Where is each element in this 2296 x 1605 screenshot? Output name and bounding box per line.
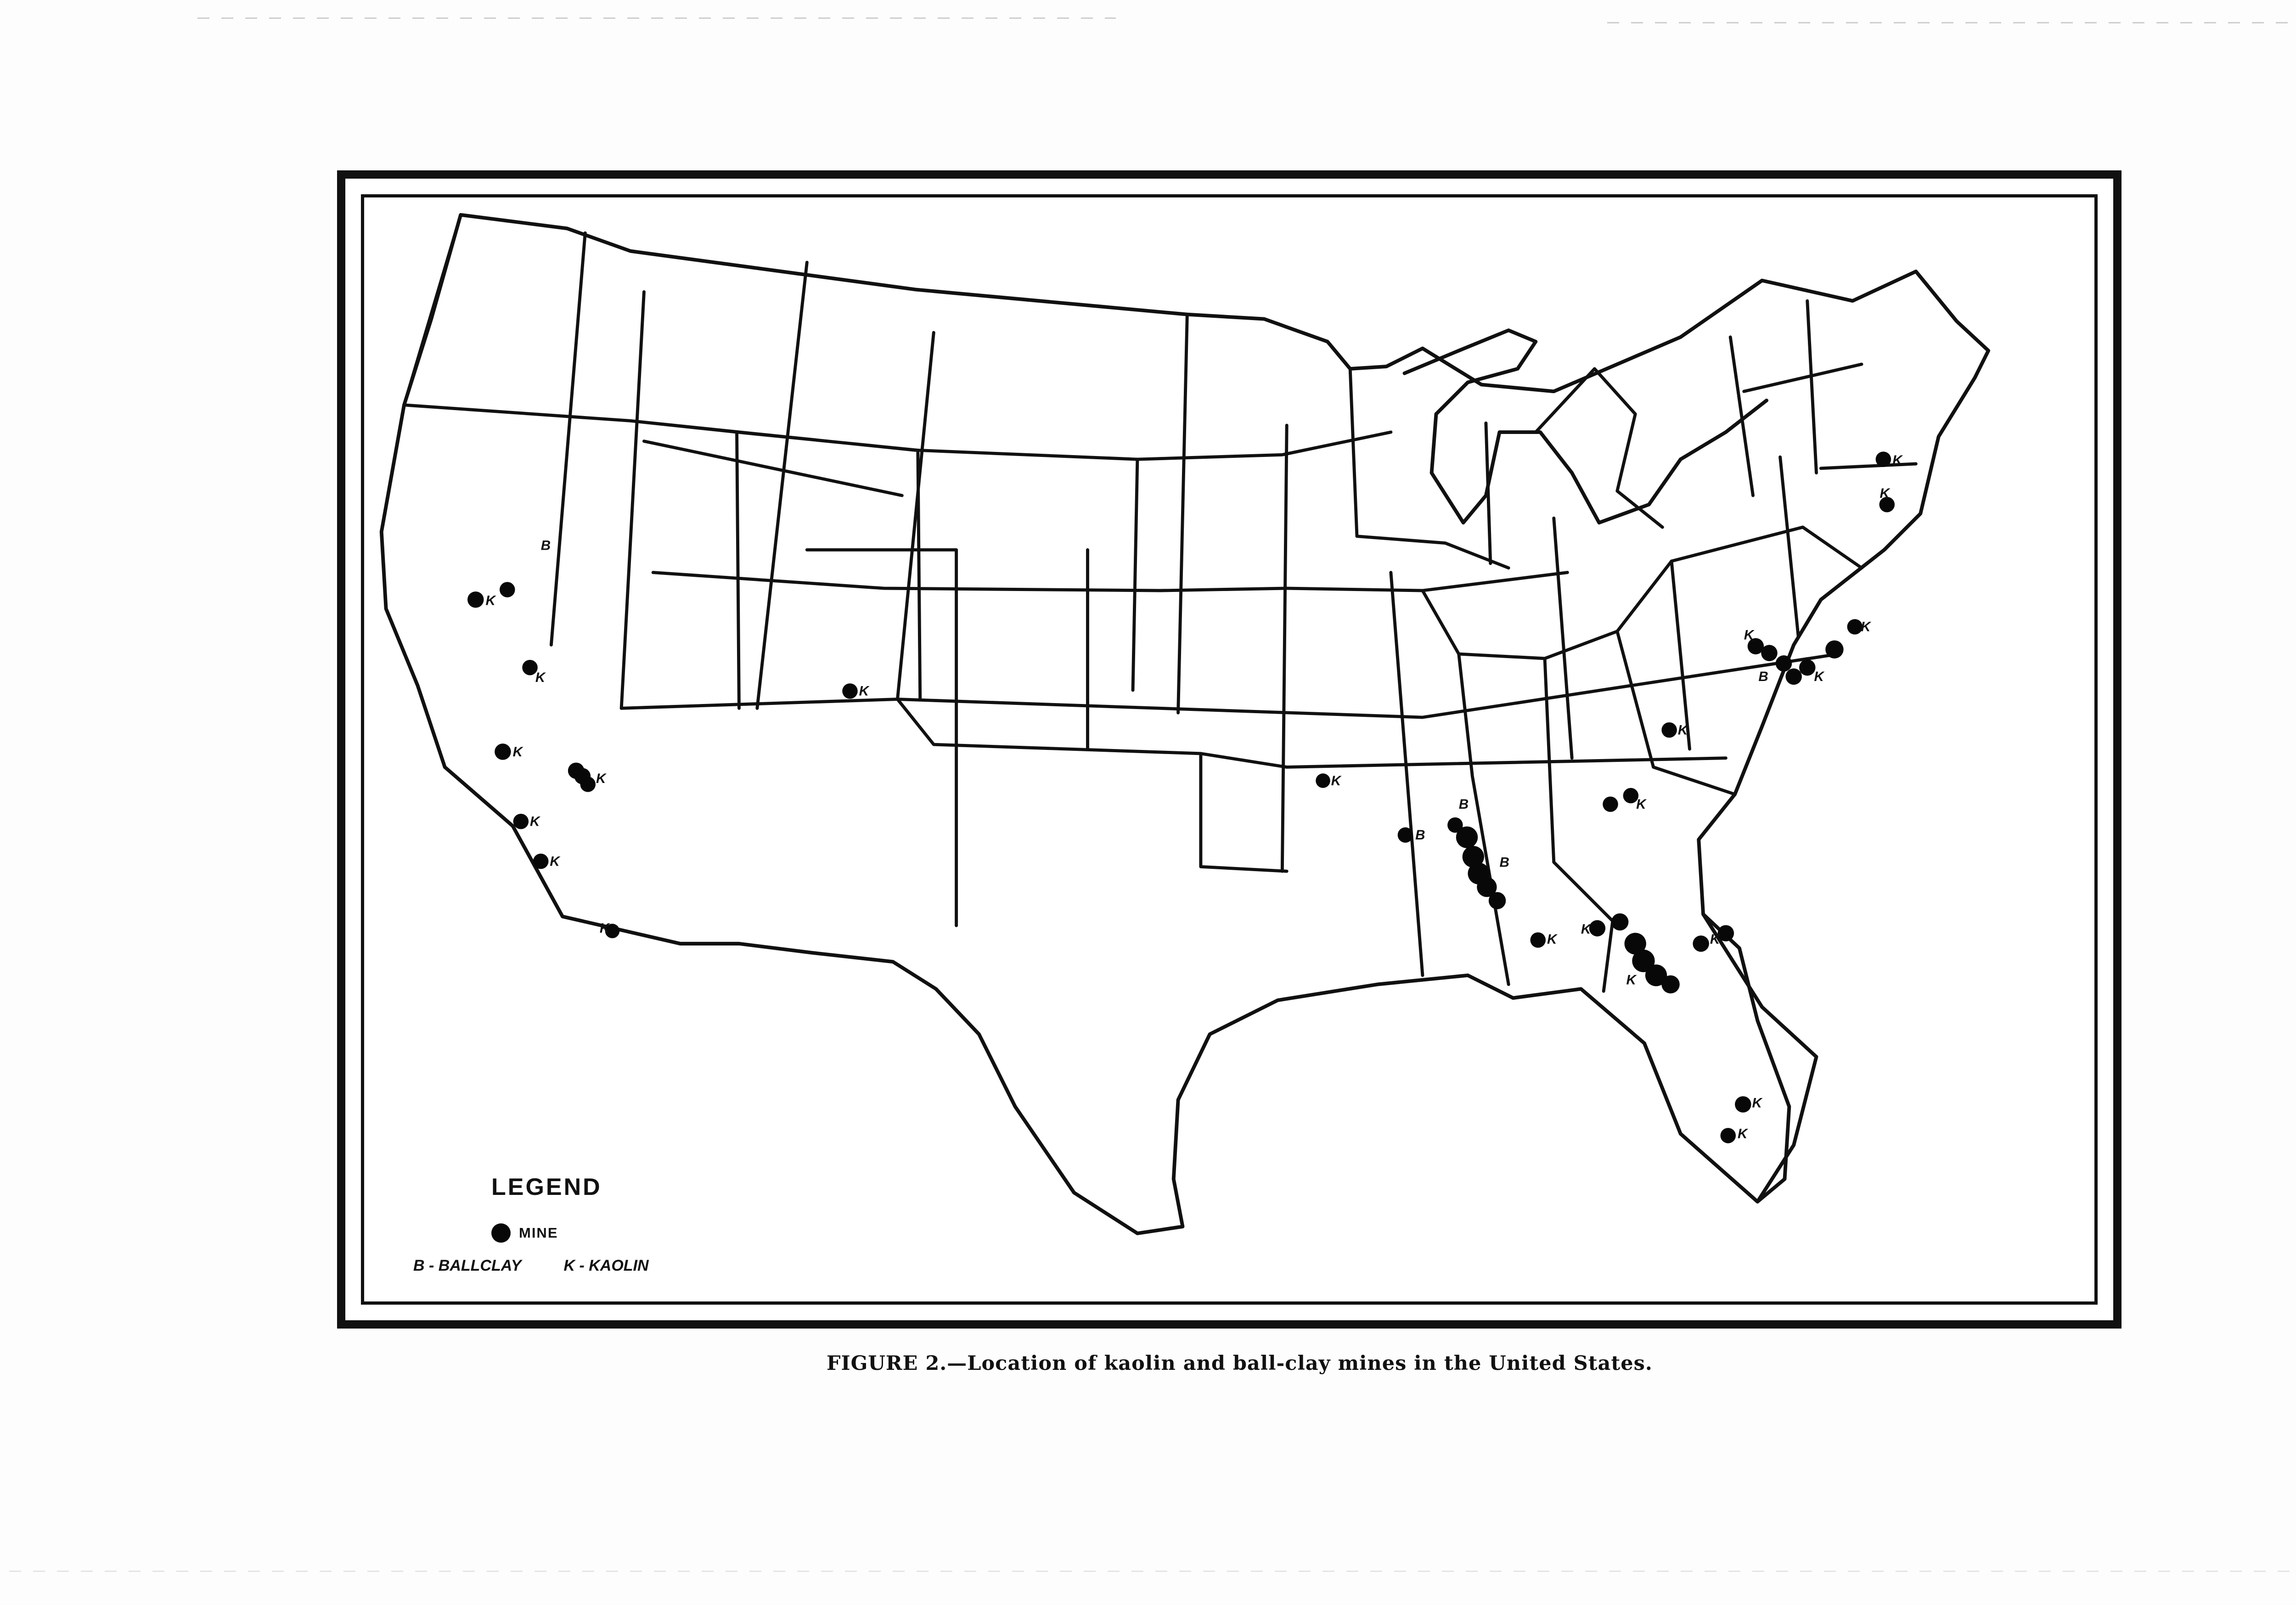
mine-label-kaolin: K	[1331, 773, 1341, 788]
legend-ballclay-label: B - BALLCLAY	[413, 1257, 522, 1274]
mine-dot	[1456, 827, 1478, 848]
mine-dot	[1531, 932, 1546, 948]
mine-label-kaolin: K	[485, 593, 495, 608]
mine-icon	[491, 1223, 511, 1243]
mine-label-kaolin: K	[1547, 931, 1557, 947]
mine-label-ballclay: B	[1499, 855, 1509, 870]
mine-label-kaolin: K	[1892, 452, 1902, 468]
legend-kaolin-label: K - KAOLIN	[563, 1257, 649, 1274]
mine-dot	[500, 582, 515, 597]
state-boundary	[404, 405, 1839, 926]
legend-mine-row	[491, 1222, 558, 1245]
mine-label-ballclay: B	[1758, 669, 1768, 685]
mine-label-ballclay: B	[1458, 797, 1469, 812]
mine-dot	[533, 854, 549, 869]
mine-label-kaolin: K	[1880, 485, 1890, 501]
mine-dot	[1735, 1096, 1751, 1112]
mine-dot	[1785, 669, 1801, 685]
mine-label-kaolin: K	[596, 771, 606, 786]
mine-label-kaolin: K	[1861, 619, 1871, 635]
mine-label-kaolin: K	[1677, 722, 1688, 738]
mine-label-kaolin: K	[1752, 1095, 1762, 1111]
mine-label-kaolin: K	[512, 744, 523, 760]
mine-label-kaolin: K	[1710, 931, 1720, 947]
mine-dot	[1489, 892, 1506, 909]
mine-label-kaolin: K	[1636, 797, 1646, 812]
mine-dot	[1721, 1128, 1736, 1143]
mine-dot	[467, 591, 484, 608]
map-frame	[337, 170, 2122, 1329]
map-legend	[413, 1173, 744, 1288]
mine-dot	[1776, 655, 1792, 671]
mine-dot	[1847, 619, 1863, 635]
mine-dot	[1761, 645, 1777, 661]
mine-dot	[1603, 797, 1618, 812]
legend-title: LEGEND	[491, 1174, 602, 1200]
mine-label-kaolin: K	[530, 814, 540, 829]
mine-dot	[1693, 935, 1709, 952]
mine-dot	[1661, 722, 1677, 738]
mine-label-kaolin: K	[550, 854, 560, 869]
scan-artifact-line	[1607, 22, 2296, 23]
mine-dot	[1876, 451, 1891, 467]
figure-caption-label: FIGURE 2.	[827, 1352, 947, 1375]
state-boundary	[404, 215, 1798, 975]
mine-label-ballclay: B	[540, 538, 551, 553]
mine-label-ballclay: B	[1415, 828, 1425, 843]
legend-key-labels	[413, 1257, 649, 1275]
mine-label-kaolin: K	[1581, 922, 1591, 937]
mine-label-kaolin: K	[1744, 627, 1754, 643]
mine-label-kaolin: K	[1626, 972, 1636, 988]
mine-dot	[1718, 925, 1734, 941]
mine-dot	[1316, 773, 1330, 788]
figure-caption	[827, 1352, 1653, 1375]
great-lakes-outline	[1404, 330, 1767, 523]
scan-artifact-line	[197, 17, 1116, 19]
mine-label-kaolin: K	[599, 921, 610, 936]
mine-label-kaolin: K	[535, 670, 546, 686]
mine-dot	[1589, 920, 1605, 936]
mine-dot	[842, 683, 858, 699]
mine-label-kaolin: K	[859, 683, 869, 699]
mine-dot	[495, 743, 511, 760]
mine-dot	[1398, 828, 1413, 843]
mine-dot	[1799, 659, 1815, 676]
mine-dot	[1825, 640, 1843, 658]
mine-label-kaolin: K	[1737, 1126, 1748, 1142]
legend-mine-label: MINE	[519, 1225, 558, 1241]
us-state-boundaries	[382, 215, 1988, 1233]
us-mines-map	[345, 179, 2113, 1320]
mine-dot	[580, 777, 596, 792]
mine-dot	[1661, 975, 1679, 993]
mine-dot	[513, 814, 529, 829]
florida-coast	[1703, 914, 1789, 1202]
scan-artifact-line	[9, 1571, 2296, 1572]
figure-caption-text: —Location of kaolin and ball-clay mines in the United States.	[947, 1352, 1653, 1375]
mine-dot	[1611, 913, 1628, 930]
mine-label-kaolin: K	[1814, 669, 1824, 685]
